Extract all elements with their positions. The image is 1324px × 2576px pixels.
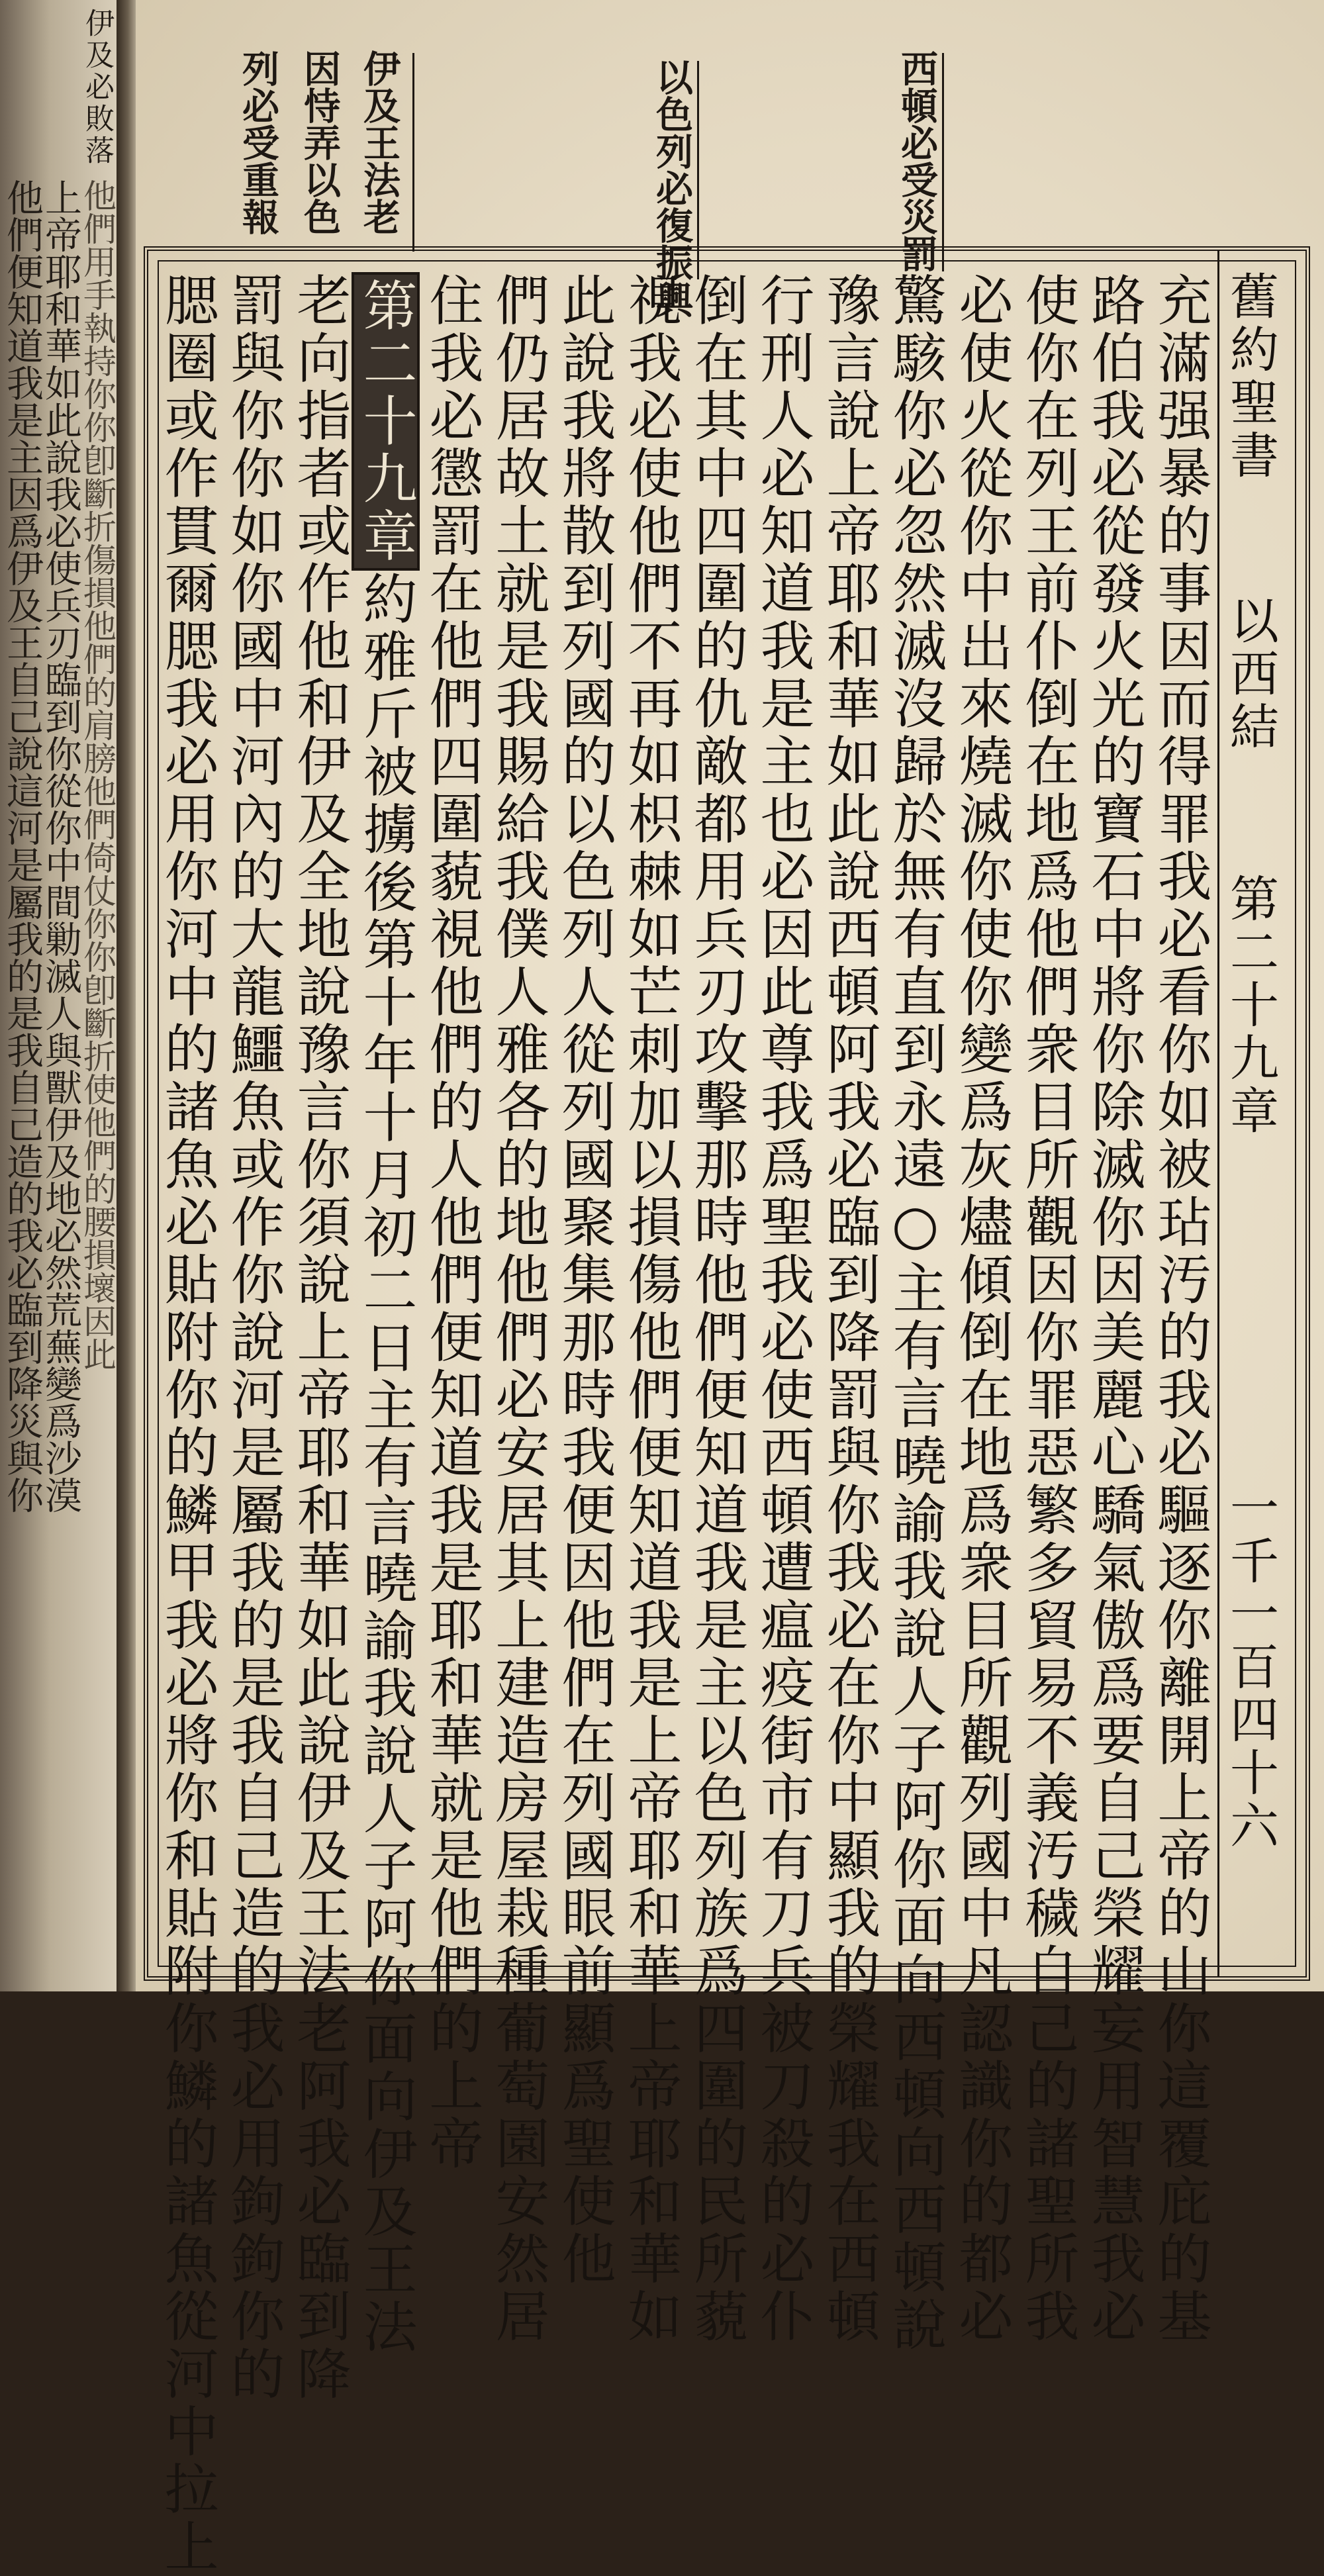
book-title: 舊約聖書 bbox=[1222, 271, 1279, 483]
text-column: 住我必懲罰在他們四圍藐視他們的人他們便知道我是耶和華就是他們的上帝 bbox=[420, 272, 483, 2173]
text-column: 們仍居故土就是我賜給我僕人雅各的地他們必安居其上建造房屋栽種葡萄園安然居 bbox=[487, 272, 549, 2346]
margin-note: 以色列必復振興 bbox=[650, 58, 694, 318]
left-page-edge bbox=[0, 0, 126, 1991]
text-column: 倒在其中四圍的仇敵都用兵刃攻擊那時他們便知道我是主以色列族爲四圍的民所藐 bbox=[685, 272, 748, 2346]
margin-note: 因恃弄以色 bbox=[298, 50, 342, 235]
text-column: 必使火從你中出來燒滅你使你變爲灰燼傾倒在地爲衆目所觀列國中凡認識你的都必 bbox=[950, 272, 1013, 2346]
text-frame bbox=[144, 246, 1310, 2576]
chapter-start-text: 約雅斤被擄後第十年十月初二日主有言曉諭我說人子阿你面向伊及王法 bbox=[354, 571, 417, 2356]
left-page-header: 伊及必敗落 bbox=[80, 8, 114, 167]
margin-note: 伊及王法老 bbox=[357, 50, 401, 235]
left-page-column: 他們用手執持你你卽斷折傷損他們的肩膀他們倚仗你你卽斷折使他們的腰損壞因此 bbox=[78, 179, 117, 1370]
text-column: 腮圈或作貫爾腮我必用你河中的諸魚必貼附你的鱗甲我必將你和貼附你鱗的諸魚從河中拉上 bbox=[156, 272, 218, 2576]
margin-note: 列必受重報 bbox=[236, 50, 280, 235]
chapter-start-column bbox=[352, 272, 418, 2356]
book-section: 以西結 bbox=[1222, 595, 1279, 754]
left-page-column: 他們便知道我是主因爲伊及王自己說這河是屬我的是我自己造的我必臨到降災與你 bbox=[1, 179, 44, 1513]
text-column: 路伯我必從發火光的寶石中將你除滅你因美麗心驕氣傲爲要自己榮耀妄用智慧我必 bbox=[1082, 272, 1145, 2346]
text-column: 視我必使他們不再如枳棘如芒刺加以損傷他們便知道我是上帝耶和華上帝耶和華如 bbox=[619, 272, 682, 2346]
chapter-title: 第二十九章 bbox=[1222, 873, 1279, 1138]
left-page-text bbox=[0, 179, 116, 1966]
text-column: 老向指者或作他和伊及全地說豫言你須說上帝耶和華如此說伊及王法老阿我必臨到降 bbox=[288, 272, 351, 2403]
note-divider bbox=[942, 53, 944, 271]
margin-note: 西頓必受災罰 bbox=[895, 50, 939, 272]
book-page bbox=[136, 0, 1324, 2576]
note-divider bbox=[412, 53, 414, 252]
running-header bbox=[1217, 251, 1305, 1976]
text-column: 驚駭你必忽然滅沒歸於無有直到永遠○主有言曉諭我說人子阿你面向西頓向西頓說 bbox=[884, 272, 947, 2354]
text-column: 豫言說上帝耶和華如此說西頓阿我必臨到降罰與你我必在你中顯我的榮耀我在西頓 bbox=[818, 272, 880, 2346]
text-column: 罰與你你如你國中河內的大龍鱷魚或作你說河是屬我的是我自己造的我必用鉤鉤你的 bbox=[222, 272, 285, 2403]
left-page-column: 上帝耶和華如此說我必使兵刃臨到你從你中間勦滅人與獸伊及地必然荒蕪變爲沙漠 bbox=[39, 179, 82, 1513]
text-column: 此說我將散到列國的以色列人從列國聚集那時我便因他們在列國眼前顯爲聖使他 bbox=[553, 272, 616, 2288]
text-column: 行刑人必知道我是主也必因此尊我爲聖我必使西頓遭瘟疫街市有刀兵被刀殺的必仆 bbox=[751, 272, 814, 2346]
text-column: 充滿强暴的事因而得罪我必看你如被玷汚的我必驅逐你離開上帝的山你這覆庇的基 bbox=[1149, 272, 1211, 2346]
page-number: 一千一百四十六 bbox=[1222, 1482, 1279, 1853]
text-column: 使你在列王前仆倒在地爲他們衆目所觀因你罪惡繁多貿易不義汚穢自己的諸聖所我 bbox=[1016, 272, 1079, 2346]
chapter-heading-box: 第二十九章 bbox=[352, 272, 420, 571]
